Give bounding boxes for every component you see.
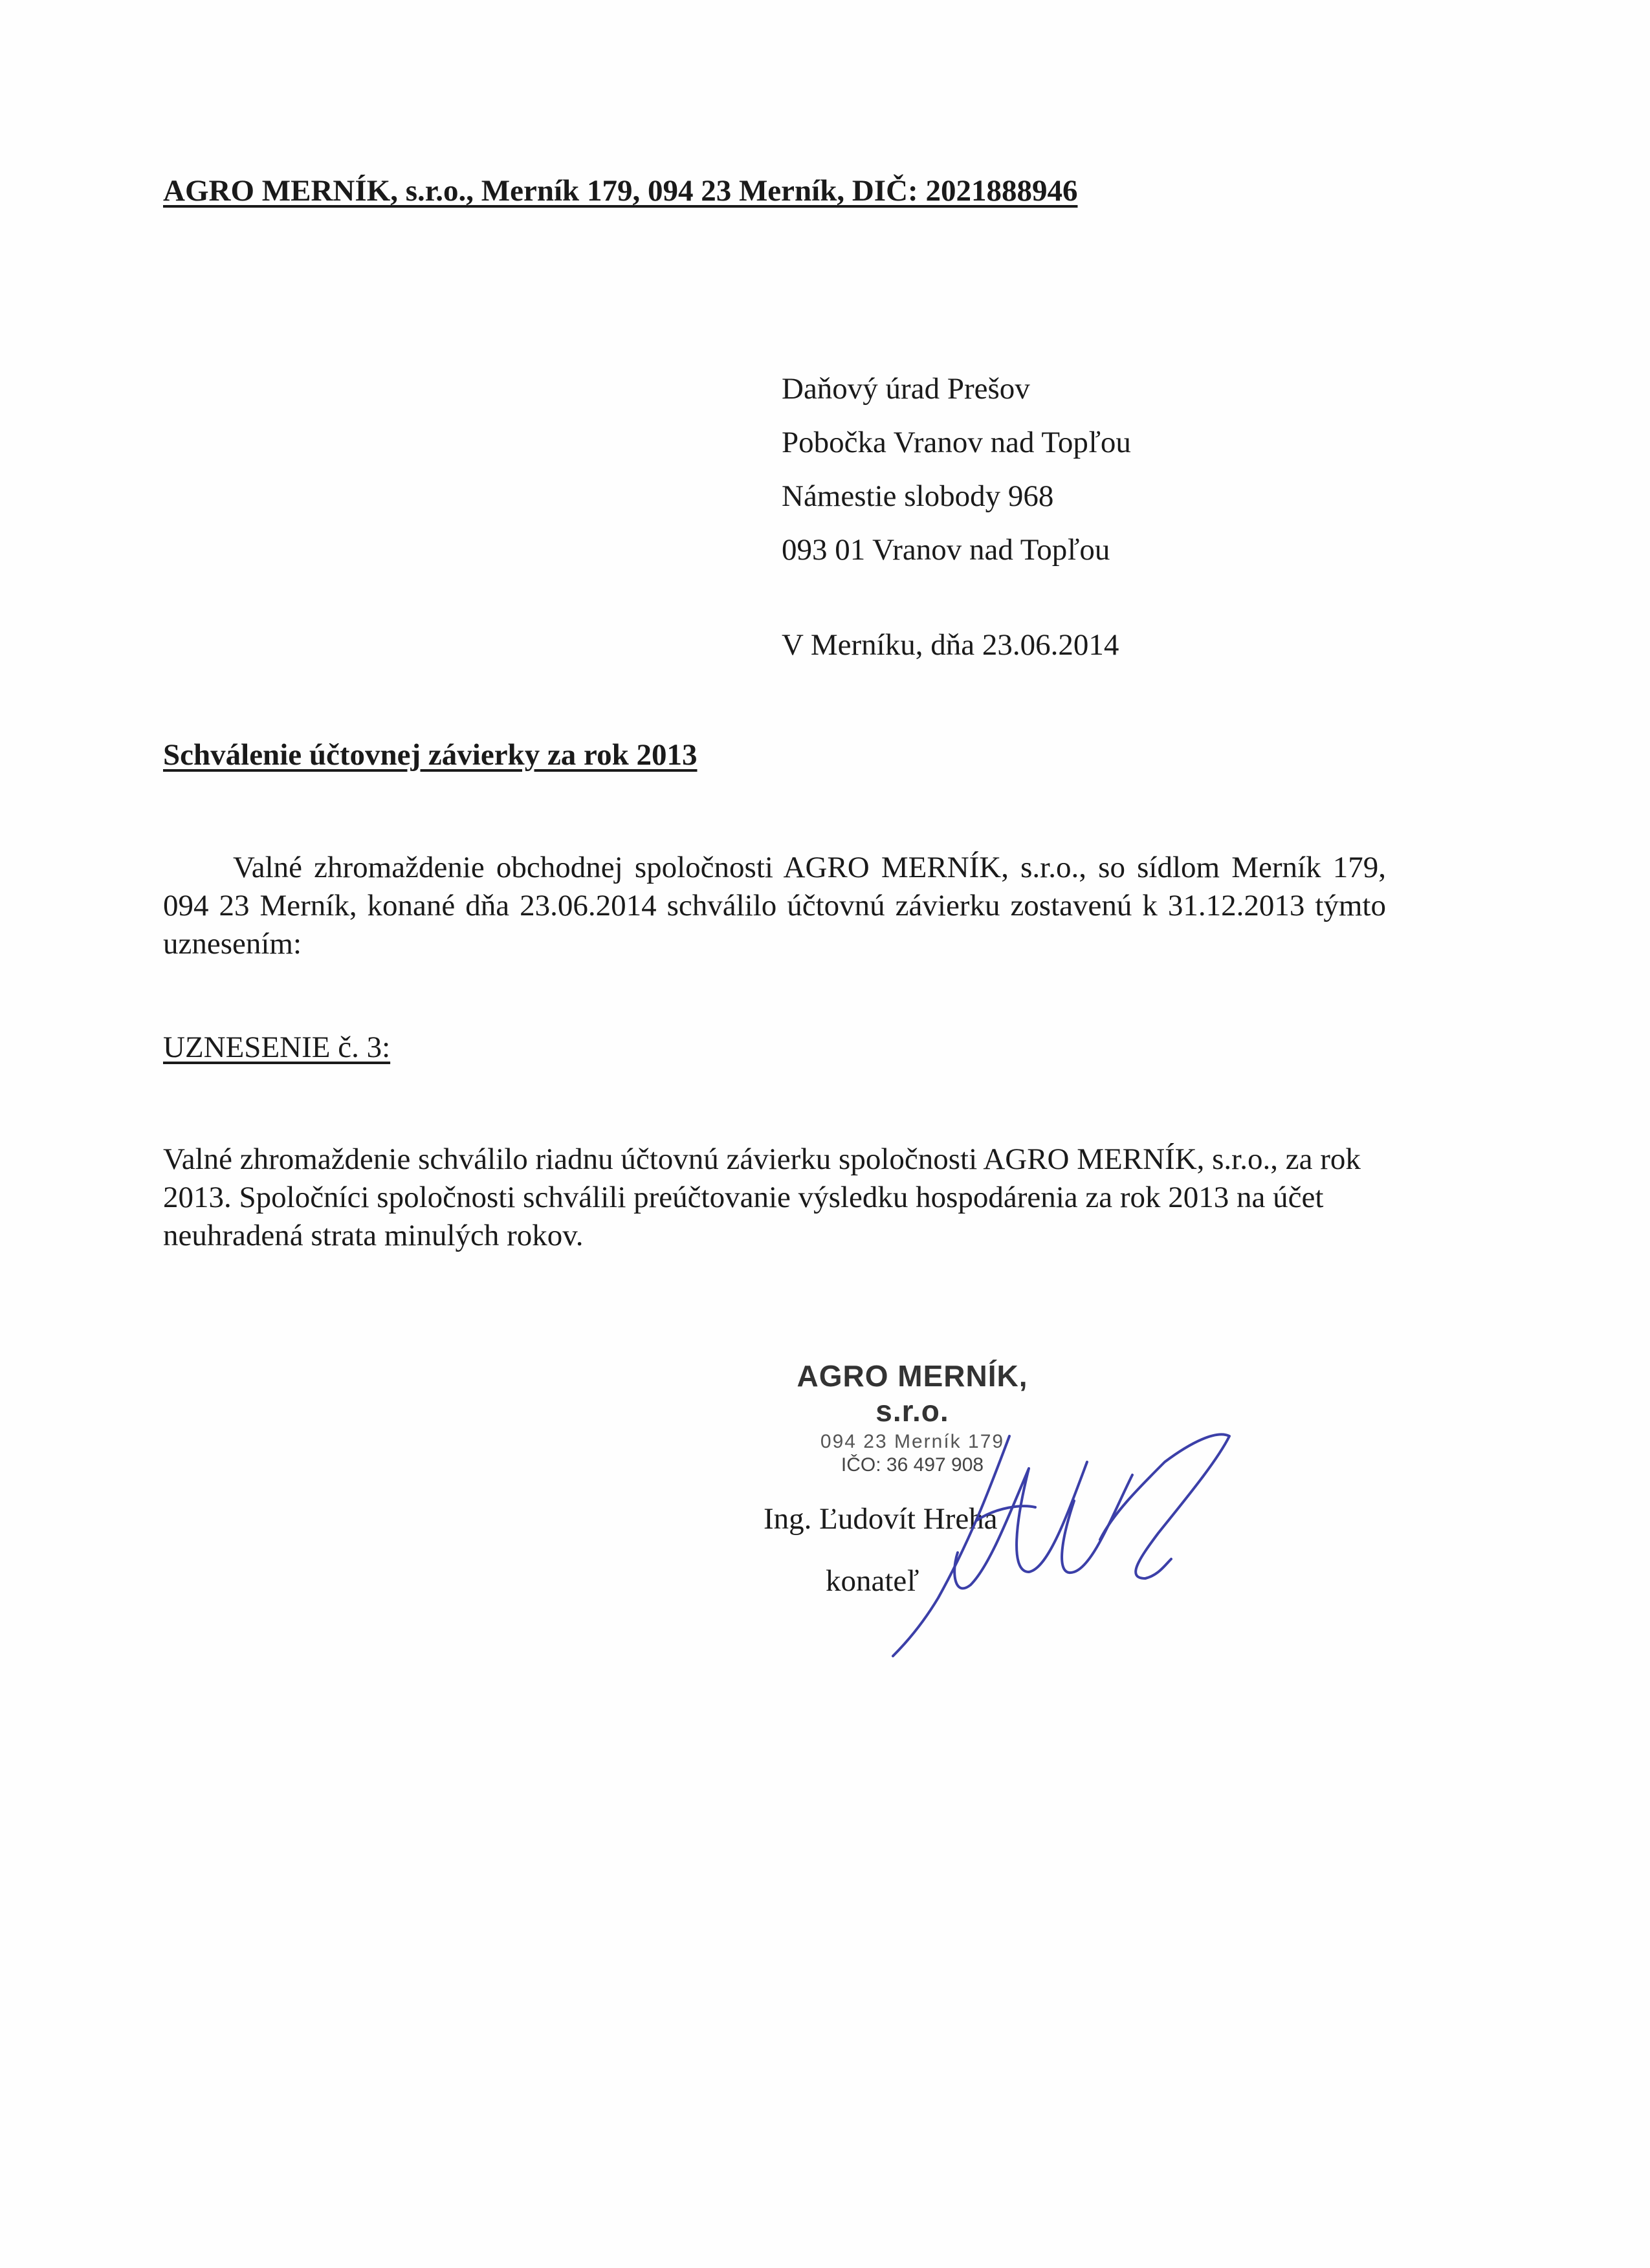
recipient-line-3: Námestie slobody 968	[782, 479, 1054, 513]
recipient-address	[782, 362, 1131, 577]
stamp-address: 094 23 Merník 179	[820, 1431, 1005, 1452]
recipient-line-4: 093 01 Vranov nad Topľou	[782, 533, 1110, 567]
resolution-title: UZNESENIE č. 3:	[163, 1030, 391, 1064]
company-header: AGRO MERNÍK, s.r.o., Merník 179, 094 23 Merník, DIČ: 2021888946	[163, 174, 1078, 208]
signer-name: Ing. Ľudovít Hreha	[764, 1502, 998, 1536]
stamp-ico: IČO: 36 497 908	[841, 1454, 984, 1476]
date-line: V Merníku, dňa 23.06.2014	[782, 628, 1119, 662]
handwritten-signature-icon	[880, 1410, 1242, 1669]
subject-heading: Schválenie účtovnej závierky za rok 2013	[163, 738, 698, 772]
signer-role: konateľ	[826, 1564, 919, 1598]
paragraph-meeting: Valné zhromaždenie obchodnej spoločnosti AGRO MERNÍK, s.r.o., so sídlom Merník 179, 094 23 Merník, konané dňa 23.06.2014 schválilo účtovnú závierku zostavenú k 31.12.2013 týmto uznesením:	[163, 851, 1386, 961]
recipient-line-2: Pobočka Vranov nad Topľou	[782, 426, 1131, 459]
paragraph-resolution: Valné zhromaždenie schválilo riadnu účtovnú závierku spoločnosti AGRO MERNÍK, s.r.o., za rok 2013. Spoločníci spoločnosti schválili preúčtovanie výsledku hospodárenia za rok 2013 na účet neuhradená strata minulých rokov.	[163, 1142, 1361, 1252]
stamp-company-name: AGRO MERNÍK, s.r.o.	[797, 1359, 1028, 1428]
recipient-line-1: Daňový úrad Prešov	[782, 372, 1030, 406]
